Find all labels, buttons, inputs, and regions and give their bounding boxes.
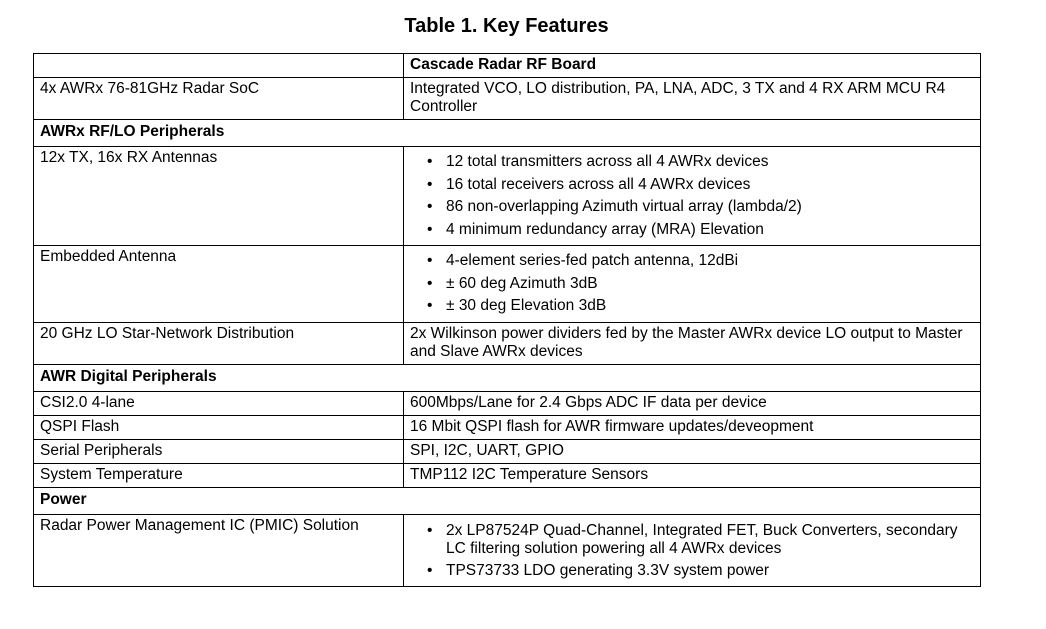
feature-label: 4x AWRx 76-81GHz Radar SoC bbox=[34, 78, 404, 120]
feature-value: TMP112 I2C Temperature Sensors bbox=[404, 463, 981, 487]
table-row bbox=[34, 415, 981, 439]
list-item: • 12 total transmitters across all 4 AWRx devices bbox=[410, 153, 974, 171]
section-row bbox=[34, 364, 981, 391]
table-row bbox=[34, 391, 981, 415]
table-row bbox=[34, 514, 981, 586]
list-item: • 2x LP87524P Quad-Channel, Integrated FET, Buck Converters, secondary LC filtering solution powering all 4 AWRx devices bbox=[410, 522, 974, 558]
feature-value: 600Mbps/Lane for 2.4 Gbps ADC IF data per device bbox=[404, 391, 981, 415]
table-row bbox=[34, 246, 981, 323]
table-row bbox=[34, 78, 981, 120]
list-item: • 86 non-overlapping Azimuth virtual array (lambda/2) bbox=[410, 198, 974, 216]
bullet-list bbox=[410, 153, 974, 239]
feature-value: 2x Wilkinson power dividers fed by the Master AWRx device LO output to Master and Slave AWRx devices bbox=[404, 322, 981, 364]
feature-label: Embedded Antenna bbox=[34, 246, 404, 323]
table-row bbox=[34, 147, 981, 246]
section-heading: AWRx RF/LO Peripherals bbox=[34, 120, 981, 147]
key-features-table bbox=[33, 53, 981, 587]
feature-value: SPI, I2C, UART, GPIO bbox=[404, 439, 981, 463]
list-item: • TPS73733 LDO generating 3.3V system power bbox=[410, 562, 974, 580]
feature-label: CSI2.0 4-lane bbox=[34, 391, 404, 415]
table-header-row bbox=[34, 54, 981, 78]
feature-label: 20 GHz LO Star-Network Distribution bbox=[34, 322, 404, 364]
feature-value bbox=[404, 514, 981, 586]
feature-label: Radar Power Management IC (PMIC) Solution bbox=[34, 514, 404, 586]
table-row bbox=[34, 322, 981, 364]
feature-label: Serial Peripherals bbox=[34, 439, 404, 463]
feature-value bbox=[404, 147, 981, 246]
feature-value: 16 Mbit QSPI flash for AWR firmware updates/deveopment bbox=[404, 415, 981, 439]
section-heading: Power bbox=[34, 487, 981, 514]
section-heading: AWR Digital Peripherals bbox=[34, 364, 981, 391]
bullet-list bbox=[410, 252, 974, 315]
list-item: • ± 30 deg Elevation 3dB bbox=[410, 297, 974, 315]
list-item: • 4-element series-fed patch antenna, 12dBi bbox=[410, 252, 974, 270]
header-cell-blank bbox=[34, 54, 404, 78]
list-item: • 16 total receivers across all 4 AWRx devices bbox=[410, 176, 974, 194]
table-row bbox=[34, 439, 981, 463]
table-row bbox=[34, 463, 981, 487]
list-item: • 4 minimum redundancy array (MRA) Elevation bbox=[410, 221, 974, 239]
section-row bbox=[34, 487, 981, 514]
feature-label: QSPI Flash bbox=[34, 415, 404, 439]
feature-value: Integrated VCO, LO distribution, PA, LNA, ADC, 3 TX and 4 RX ARM MCU R4 Controller bbox=[404, 78, 981, 120]
section-row bbox=[34, 120, 981, 147]
bullet-list bbox=[410, 522, 974, 580]
table-title: Table 1. Key Features bbox=[404, 15, 609, 37]
feature-value bbox=[404, 246, 981, 323]
list-item: • ± 60 deg Azimuth 3dB bbox=[410, 275, 974, 293]
header-cell-board: Cascade Radar RF Board bbox=[404, 54, 981, 78]
feature-label: 12x TX, 16x RX Antennas bbox=[34, 147, 404, 246]
feature-label: System Temperature bbox=[34, 463, 404, 487]
